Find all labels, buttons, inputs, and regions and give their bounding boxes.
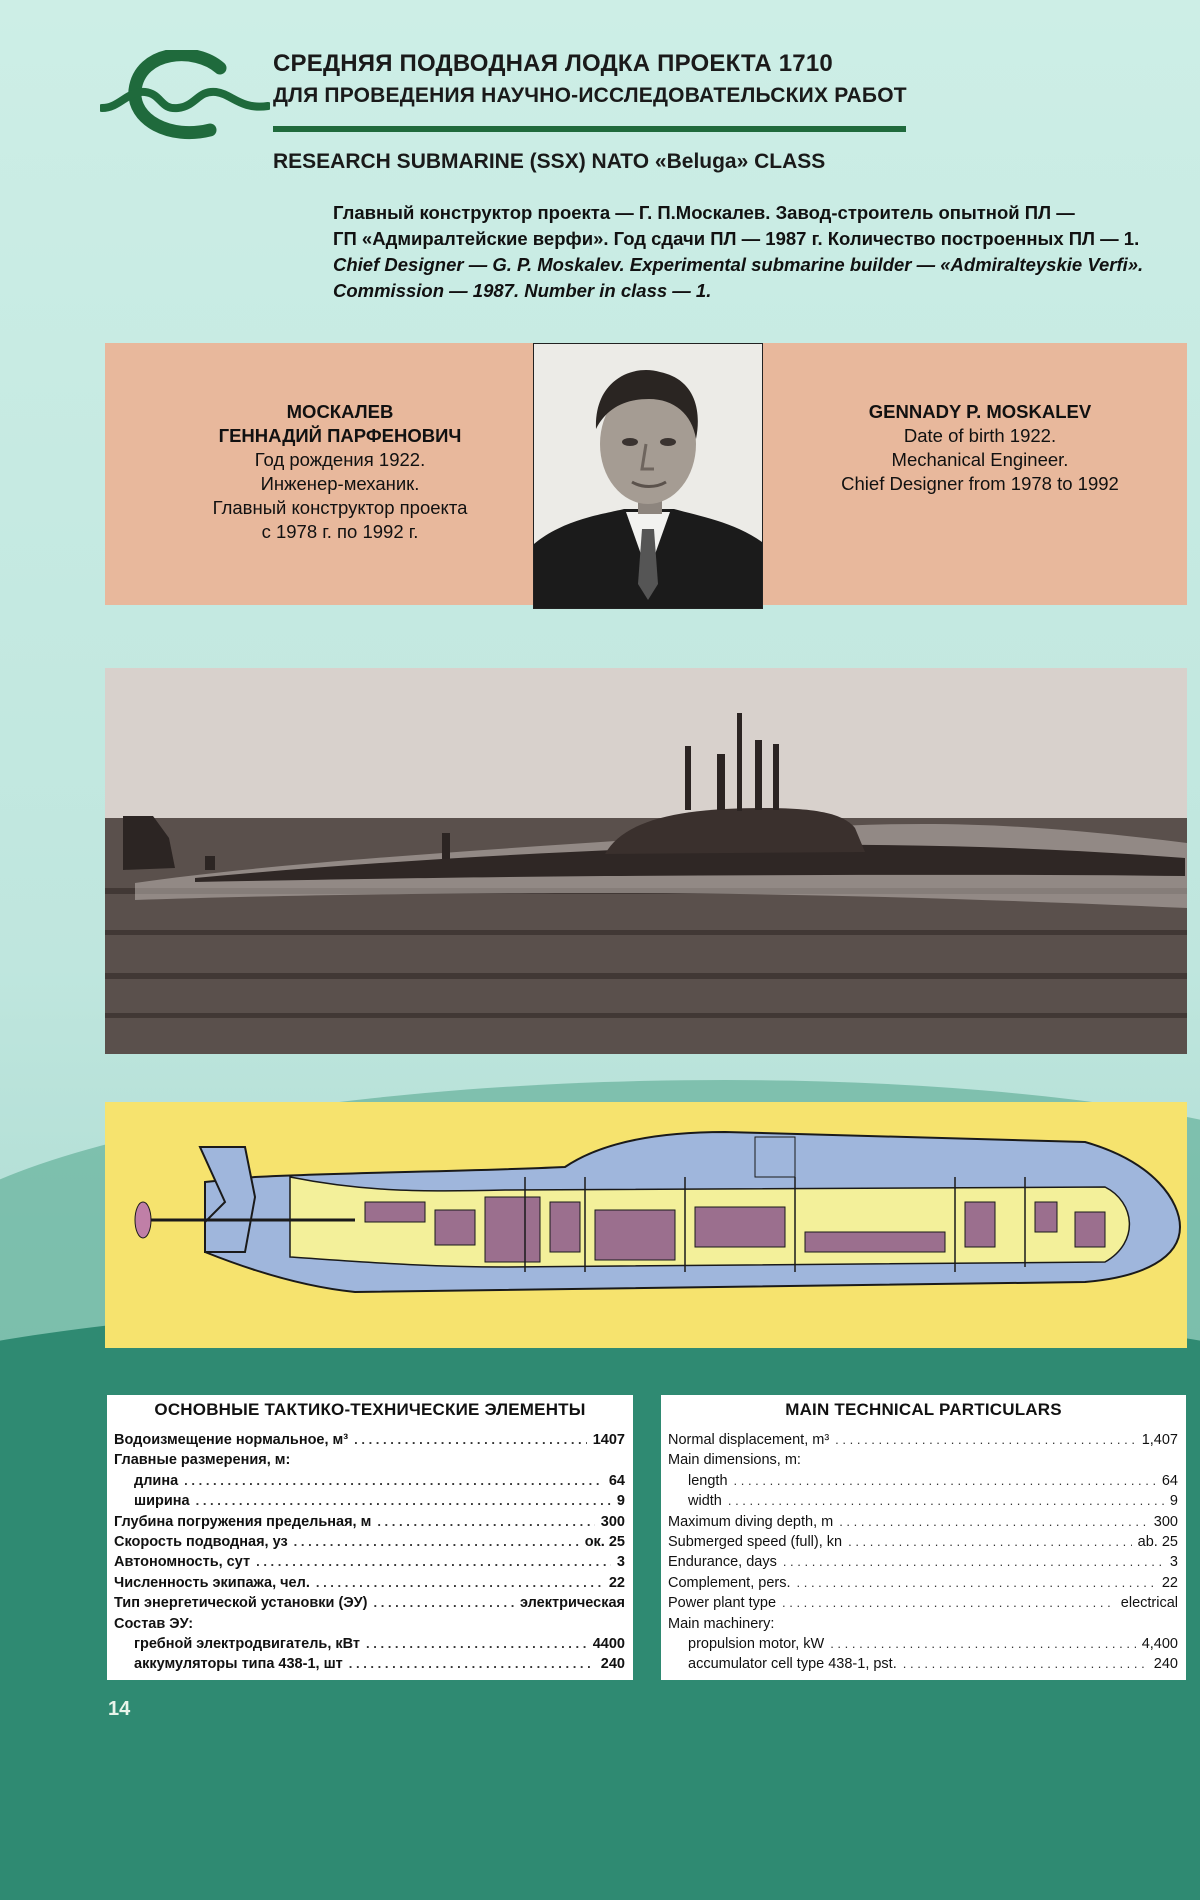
spec-label: Normal displacement, m³: [668, 1432, 830, 1448]
spec-row: [107, 1430, 633, 1450]
spec-row: [661, 1471, 1186, 1491]
spec-row: [107, 1573, 633, 1593]
page-number: 14: [108, 1698, 131, 1720]
spec-row: [661, 1430, 1186, 1450]
bio-ru-line4: с 1978 г. по 1992 г.: [261, 521, 419, 542]
spec-value: ок. 25: [584, 1534, 625, 1551]
bio-ru-name-line1: МОСКАЛЕВ: [286, 401, 394, 422]
spec-label: ширина: [134, 1493, 190, 1510]
bio-en-line2: Mechanical Engineer.: [891, 449, 1069, 470]
spec-label: Main machinery:: [668, 1615, 775, 1632]
spec-label: Main dimensions, m:: [668, 1452, 801, 1469]
spec-label: Maximum diving depth, m: [668, 1513, 834, 1530]
spec-row: [107, 1593, 633, 1613]
spec-value: 4,400: [1141, 1636, 1178, 1653]
submarine-cutaway-drawing: [105, 1102, 1187, 1348]
spec-row: [661, 1512, 1186, 1532]
spec-label: аккумуляторы типа 438-1, шт: [134, 1656, 343, 1673]
spec-label: accumulator cell type 438-1, pst.: [688, 1656, 897, 1673]
spec-value: electrical: [1120, 1595, 1178, 1612]
bio-ru-line3: Главный конструктор проекта: [212, 497, 468, 518]
spec-label: propulsion motor, kW: [688, 1636, 825, 1653]
submarine-photo: [105, 668, 1187, 1054]
spec-label: Тип энергетической установки (ЭУ): [114, 1595, 368, 1612]
spec-label: Endurance, days: [668, 1554, 777, 1571]
spec-label: length: [688, 1472, 728, 1489]
spec-value: электрическая: [520, 1595, 625, 1612]
spec-value: 9: [1169, 1493, 1178, 1510]
spec-row: [661, 1634, 1186, 1654]
bio-ru: [150, 400, 530, 544]
specs-table-ru: [107, 1395, 633, 1680]
spec-label: Глубина погружения предельная, м: [114, 1513, 372, 1530]
spec-value: 64: [1161, 1472, 1178, 1489]
spec-row: [107, 1634, 633, 1654]
spec-value: 22: [608, 1574, 625, 1591]
spec-label: длина: [134, 1472, 179, 1489]
specs-ru-heading: ОСНОВНЫЕ ТАКТИКО-ТЕХНИЧЕСКИЕ ЭЛЕМЕНТЫ: [154, 1400, 586, 1419]
spec-label: Автономность, сут: [114, 1554, 251, 1571]
spec-row: [661, 1654, 1186, 1674]
spec-value: 240: [600, 1656, 625, 1673]
spec-label: Submerged speed (full), kn: [668, 1534, 843, 1551]
specs-table-en: [661, 1395, 1186, 1680]
spec-row: [661, 1491, 1186, 1511]
spec-label: width: [688, 1493, 722, 1510]
spec-row: [107, 1654, 633, 1674]
spec-value: 3: [616, 1554, 625, 1571]
spec-row: [661, 1573, 1186, 1593]
spec-row: [661, 1552, 1186, 1572]
spec-label: Численность экипажа, чел.: [114, 1574, 310, 1591]
bio-en-line3: Chief Designer from 1978 to 1992: [841, 473, 1119, 494]
spec-label: Complement, pers.: [668, 1574, 791, 1591]
spec-value: 1,407: [1141, 1432, 1178, 1448]
spec-row: [107, 1614, 633, 1634]
bio-ru-line1: Год рождения 1922.: [254, 449, 426, 470]
spec-value: 300: [600, 1513, 625, 1530]
spec-value: 1407: [592, 1432, 625, 1448]
spec-row: [107, 1512, 633, 1532]
info-ru-line1: Главный конструктор проекта — Г. П.Москалев. Завод-строитель опытной ПЛ —: [333, 202, 1075, 223]
spec-label: Скорость подводная, уз: [114, 1534, 288, 1551]
spec-value: 3: [1169, 1554, 1178, 1571]
info-en-line2: Commission — 1987. Number in class — 1.: [333, 280, 712, 301]
logo-icon: [100, 50, 270, 140]
spec-row: [107, 1552, 633, 1572]
spec-row: [107, 1532, 633, 1552]
spec-value: 22: [1161, 1574, 1178, 1591]
spec-label: гребной электродвигатель, кВт: [134, 1636, 361, 1653]
bio-ru-name-line2: ГЕННАДИЙ ПАРФЕНОВИЧ: [218, 425, 462, 446]
spec-row: [107, 1471, 633, 1491]
title-rule: [273, 126, 906, 132]
info-ru-line2: ГП «Адмиралтейские верфи». Год сдачи ПЛ — 1987 г. Количество построенных ПЛ — 1.: [333, 228, 1140, 249]
spec-label: Главные размерения, м:: [114, 1452, 291, 1469]
spec-value: 240: [1153, 1656, 1178, 1673]
spec-value: 4400: [592, 1636, 625, 1653]
title-ru-line1: СРЕДНЯЯ ПОДВОДНАЯ ЛОДКА ПРОЕКТА 1710: [273, 50, 833, 77]
spec-row: [661, 1614, 1186, 1634]
spec-label: Power plant type: [668, 1595, 777, 1612]
bio-en-name: GENNADY P. MOSKALEV: [868, 401, 1092, 422]
spec-label: Состав ЭУ:: [114, 1615, 194, 1632]
project-info: [333, 200, 1193, 304]
spec-row: [661, 1450, 1186, 1470]
title-ru-line2: ДЛЯ ПРОВЕДЕНИЯ НАУЧНО-ИССЛЕДОВАТЕЛЬСКИХ РАБОТ: [273, 84, 907, 107]
bio-en-line1: Date of birth 1922.: [903, 425, 1057, 446]
spec-row: [661, 1593, 1186, 1613]
info-en-line1: Chief Designer — G. P. Moskalev. Experimental submarine builder — «Admiralteyskie Verfi».: [333, 254, 1144, 275]
spec-row: [661, 1532, 1186, 1552]
spec-row: [107, 1450, 633, 1470]
specs-en-heading: MAIN TECHNICAL PARTICULARS: [785, 1400, 1062, 1419]
spec-row: [107, 1491, 633, 1511]
bio-en: [790, 400, 1170, 496]
spec-label: Водоизмещение нормальное, м³: [114, 1432, 349, 1448]
spec-value: ab. 25: [1137, 1534, 1178, 1551]
spec-value: 64: [608, 1472, 625, 1489]
spec-value: 300: [1153, 1513, 1178, 1530]
portrait-photo: [533, 343, 763, 609]
spec-value: 9: [616, 1493, 625, 1510]
bio-ru-line2: Инженер-механик.: [260, 473, 420, 494]
title-en: RESEARCH SUBMARINE (SSX) NATO «Beluga» CLASS: [273, 150, 826, 173]
